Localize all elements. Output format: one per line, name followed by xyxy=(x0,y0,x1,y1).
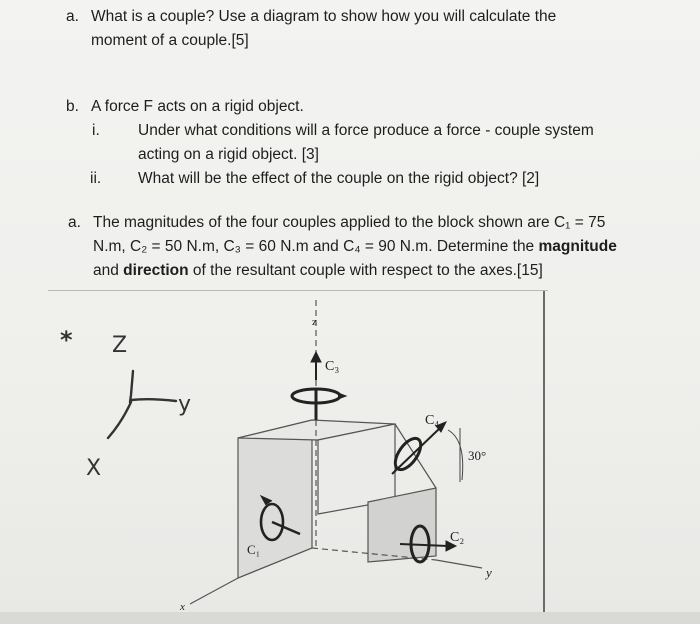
hand-x-axis-line xyxy=(108,402,131,438)
part-a-line-2: moment of a couple.[5] xyxy=(91,32,249,49)
c4-rotation-ring xyxy=(390,434,425,474)
figure-c3-label: C₃ xyxy=(325,359,340,374)
figure-c2-label: C₂ xyxy=(450,530,465,545)
handwritten-axes-sketch xyxy=(108,371,176,438)
hand-star: * xyxy=(60,326,73,354)
part-b-i-label: i. xyxy=(92,122,100,139)
problem-magnitude-bold: magnitude xyxy=(538,238,617,255)
problem-line-2-text: N.m, C₂ = 50 N.m, C₃ = 60 N.m and C₄ = 90 N.m. Determine the xyxy=(93,238,539,255)
part-b-stem: A force F acts on a rigid object. xyxy=(91,98,304,115)
problem-direction-bold: direction xyxy=(123,262,189,279)
hand-y-axis-line xyxy=(131,399,176,401)
angle-arc xyxy=(448,430,463,480)
hand-x-label: X xyxy=(86,456,102,481)
figure-c1-label: C₁ xyxy=(247,542,261,557)
figure-z-axis-label: z xyxy=(312,316,317,328)
part-a-line-1: What is a couple? Use a diagram to show how you will calculate the xyxy=(91,8,557,25)
block-slant-edge xyxy=(395,424,436,488)
figure-x-axis-label: x xyxy=(180,601,185,613)
hand-z-axis-line xyxy=(130,371,133,402)
problem-label: a. xyxy=(68,214,81,231)
figure-y-axis-label: y xyxy=(486,565,492,580)
part-b-ii-label: ii. xyxy=(90,170,102,187)
hand-z-label: Z xyxy=(112,333,128,358)
figure-angle-label: 30° xyxy=(468,448,487,463)
part-b-ii-line-1: What will be the effect of the couple on the rigid object? [2] xyxy=(138,170,540,187)
x-axis-line xyxy=(190,578,238,604)
hand-y-label: y xyxy=(178,392,192,417)
block-figure xyxy=(190,300,482,604)
part-b-i-line-1: Under what conditions will a force produce a force - couple system xyxy=(138,122,594,139)
part-a-label: a. xyxy=(66,8,79,25)
c3-vector-arrowhead xyxy=(311,352,321,362)
problem-line-3-start: and xyxy=(93,262,124,279)
y-axis-line xyxy=(436,560,482,568)
problem-line-3-end: of the resultant couple with respect to the axes.[15] xyxy=(188,262,543,279)
figure-c4-label: C₄ xyxy=(425,413,440,428)
problem-line-1: The magnitudes of the four couples applied to the block shown are C₁ = 75 xyxy=(93,214,606,231)
c3-rotation-arrow xyxy=(338,393,346,399)
part-b-i-line-2: acting on a rigid object. [3] xyxy=(138,146,319,163)
angle-indicator xyxy=(448,428,463,482)
part-b-label: b. xyxy=(66,98,79,115)
